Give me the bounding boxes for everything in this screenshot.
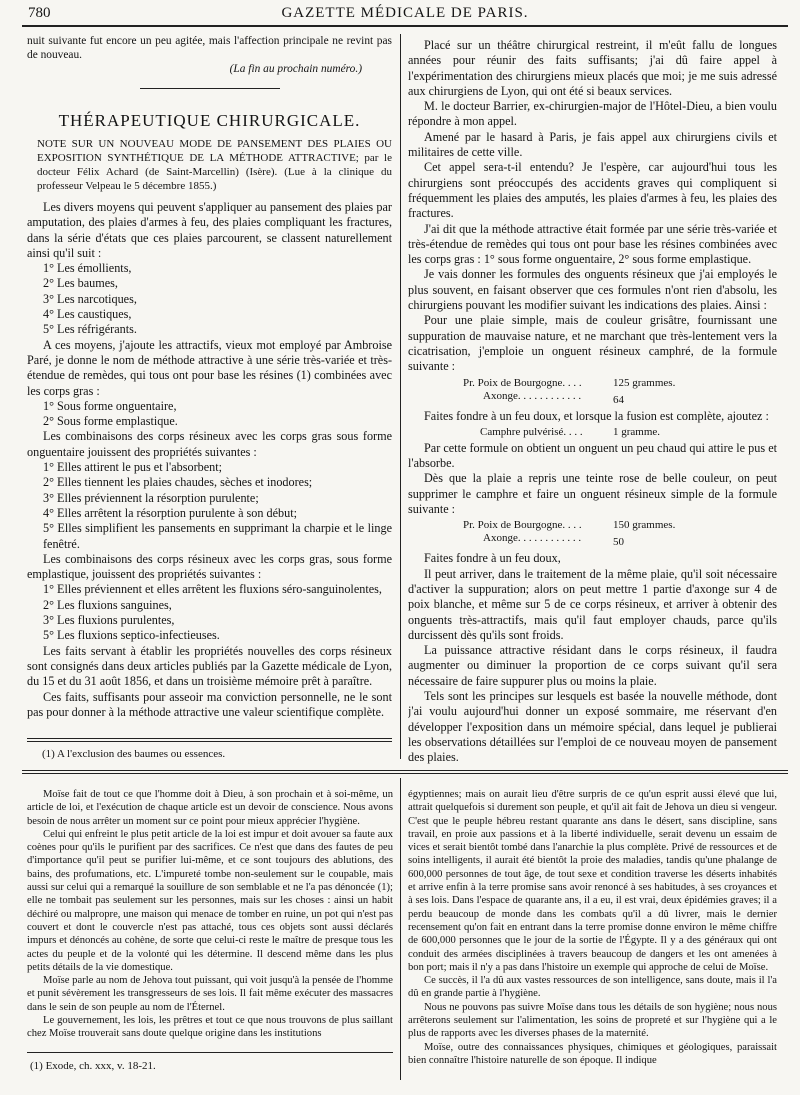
- formula-quantity: 150 grammes.: [613, 519, 676, 532]
- list-item: 1° Elles préviennent et elles arrêtent les fluxions séro-sanguinolentes,: [43, 582, 382, 597]
- formula-row: [463, 519, 777, 532]
- article-title: NOTE SUR UN NOUVEAU MODE DE PANSEMENT DES PLAIES OU EXPOSITION SYNTHÉTIQUE DE LA MÉTHODE ATTRACTIVE; par le docteur Félix Achard (de Saint-Marcellin) (Isère). (Lue à la clinique du professeur Velpeau le 5 décembre 1855.): [37, 138, 392, 192]
- formula-ingredient: Axonge. . . . . . . . . . . .: [483, 532, 582, 545]
- footnote-rule-left-bottom: [27, 1052, 393, 1053]
- list-item: 5° Les réfrigérants.: [43, 322, 137, 337]
- paragraph: Tels sont les principes sur lesquels est basée la nouvelle méthode, dont j'ai voulu aujourd'hui donner un exposé sommaire, me réservant d'en développer l'exposition dans un mémoire spécial, dans lequel je publierai les observations détaillées sur l'emploi de ce nouveau moyen de pansement des plaies.: [408, 688, 777, 765]
- paragraph: égyptiennes; mais on aurait lieu d'être surpris de ce qu'un esprit aussi élevé que lui, attrait quelquefois si durement son peuple, et qu'il ait fait de Jehova un dieu si vengeur. C'est que le peuple hébreu restant quarante ans dans le désert, sans discipline, sans travail, en proie aux passions et à la liberté individuelle, serait devenu un essaim de vices et serait bientôt tombé dans l'anarchie la plus complète. Privé de ressources et de soins intelligents, il aurait été bientôt la proie des maladies, tandis qu'une phalange de 600,000 personnes de tout âge, de tout sexe et condition traverse les déserts inhabités et arrive enfin à la terre promise sans avoir renoncé à ses habitudes, à ses croyances et à ses lois. Dans l'espace de quarante ans, il a eu, il est vrai, deux épidémies graves; il a perdu beaucoup de monde dans les combats qu'il a dû livrer, mais le dernier recensement qu'on fait en entrant dans la terre promise donne environ le même chiffre de 600,000 personnes que le jour de la sortie de l'Égypte. Il y a des généraux qui ont conduit des armées disciplinées à travers beaucoup de dangers et les ont amenées à bon port; mais il n'y a pas dans l'histoire un exemple qui approche de celui de Moïse.: [408, 789, 777, 973]
- header-rule: [22, 25, 788, 27]
- paragraph: Les faits servant à établir les propriétés nouvelles des corps résineux sont consignés dans deux articles publiés par la Gazette médicale de Lyon, du 15 et du 31 août 1856, et dans un troisième mémoire prêt à paraître.: [27, 643, 392, 689]
- formula-ingredient: Pr. Poix de Bourgogne. . . .: [463, 519, 582, 532]
- paragraph: Les divers moyens qui peuvent s'appliquer au pansement des plaies par amputation, des plaies d'armes à feu, des plaies compliquant les fractures, dans la série d'états que ces plaies parcourent, se classent naturellement ainsi qu'il suit :: [27, 200, 392, 260]
- journal-title: GAZETTE MÉDICALE DE PARIS.: [281, 5, 529, 21]
- formula-quantity: 64: [613, 393, 624, 406]
- list-item: 3° Les fluxions purulentes,: [43, 613, 175, 628]
- list-item: 5° Les fluxions septico-infectieuses.: [43, 628, 220, 643]
- paragraph: La puissance attractive résidant dans le corps résineux, il faudra augmenter ou diminuer la proportion de ce corps suivant qu'il sera nécessaire de faire suppurer plus ou moins la plaie.: [408, 643, 777, 688]
- formula: [408, 519, 777, 549]
- list-item: 2° Sous forme emplastique.: [43, 414, 178, 429]
- list-item: 4° Les caustiques,: [43, 307, 132, 322]
- paragraph: Nous ne pouvons pas suivre Moïse dans tous les détails de son hygiène; nous nous arrêterons seulement sur l'alimentation, les soins de propreté et sur l'hygiène qui a le plus de rapports avec les diverses phases de la maternité.: [408, 1001, 777, 1040]
- left-bottom-column: [27, 788, 393, 1050]
- paragraph: Dès que la plaie a repris une teinte rose de belle couleur, on peut supprimer le camphre et faire un onguent résineux simple de la formule suivante :: [408, 471, 777, 517]
- left-top-column: [27, 34, 392, 764]
- list-item: 1° Elles attirent le pus et l'absorbent;: [43, 460, 223, 475]
- end-note: (La fin au prochain numéro.): [229, 63, 362, 75]
- paragraph: Cet appel sera-t-il entendu? Je l'espère, car aujourd'hui tous les chirurgiens sont préoccupés des accidents graves qui compliquent si fréquemment les plaies des amputés, les plaies d'armes à feu, les plaies des fractures.: [408, 160, 777, 221]
- footnote-rule-left-top: [27, 738, 392, 742]
- right-top-column: [408, 38, 777, 768]
- paragraph: Les combinaisons des corps résineux avec les corps gras, sous forme emplastique, jouissent des propriétés suivantes :: [27, 551, 392, 582]
- paragraph: Moïse, outre des connaissances physiques, chimiques et géologiques, paraissait bien connaître l'histoire naturelle de son époque. Il indique: [408, 1041, 777, 1066]
- formula-ingredient: Axonge. . . . . . . . . . . .: [483, 389, 582, 402]
- formula-ingredient: Pr. Poix de Bourgogne. . . .: [463, 376, 582, 389]
- list-item: 2° Les fluxions sanguines,: [43, 597, 172, 612]
- section-separator: [22, 770, 788, 774]
- paragraph: Le gouvernement, les lois, les prêtres et tout ce que nous trouvons de plus saillant chez Moïse trouverait sans doute quelque origine dans les institutions: [27, 1015, 393, 1040]
- footnote-left-top: (1) A l'exclusion des baumes ou essences.: [42, 748, 226, 760]
- paragraph: Placé sur un théâtre chirurgical restreint, il m'eût fallu de longues années pour réunir des faits suffisants; j'ai dû faire appel à l'expérimentation des chirurgiens mieux placés que moi; je me suis adressé aux chirurgiens de Lyon, qui ont été si beaux services.: [408, 38, 777, 98]
- footnote-left-bottom: (1) Exode, ch. xxx, v. 18-21.: [30, 1060, 156, 1072]
- page-header: [22, 2, 788, 22]
- right-bottom-column: [408, 788, 777, 1088]
- column-divider-bottom: [400, 778, 401, 1080]
- formula-quantity: 125 grammes.: [613, 376, 676, 389]
- list-item: 3° Elles préviennent la résorption purulente;: [43, 490, 259, 505]
- formula-row: [463, 390, 777, 407]
- paragraph: Moïse fait de tout ce que l'homme doit à Dieu, à son prochain et à soi-même, un article de loi, et l'exécution de chaque article est un devoir de conscience. Nous avons besoin de nous arrêter un moment sur ce point pour mieux apprécier l'hygiène.: [27, 789, 393, 827]
- formula-row: [480, 426, 777, 439]
- paragraph: Celui qui enfreint le plus petit article de la loi est impur et doit avouer sa faute aux coènes pour qu'ils le purifient par des sacrifices. Ce n'est que dans des fautes de peu d'importance qu'il peut se purifier lui-même, et ce sont toujours des ablutions, des bains, des profumations, etc. L'impureté tombe non-seulement sur le coupable, mais aussi sur celui qui a remarqué la souillure de son semblable et ne l'a pas dénoncée (1); elle ne tombait pas seulement sur les personnes, mais sur les choses : ainsi un habit déchiré ou malpropre, une maison qui menace de tomber en ruine, un pot qui n'est pas couvert et dont le couvercle n'est pas attaché, tous ces objets sont aussi déclarés impurs et dénoncés au cohène, de sorte que celui-ci reste le maître de presque tous les actes du peuple et de la volonté qui les détermine. Il descend même dans les plus petits détails de la vie domestique.: [27, 828, 393, 973]
- formula-quantity: 50: [613, 536, 624, 549]
- paragraph: J'ai dit que la méthode attractive était formée par une série très-variée et très-étendue de remèdes qui tous ont pour base les résines combinées avec les corps gras : 1° sous forme onguentaire, 2° sous forme emplastique.: [408, 221, 777, 267]
- list-item: 2° Les baumes,: [43, 276, 118, 291]
- formula: [408, 377, 777, 407]
- paragraph: Ces faits, suffisants pour asseoir ma conviction personnelle, ne le sont pas pour donner à la méthode attractive une valeur scientifique complète.: [27, 689, 392, 719]
- paragraph: Il peut arriver, dans le traitement de la même plaie, qu'il soit nécessaire d'activer la suppuration; alors on peut mettre 1 partie d'axonge sur 4 de poix blanche, et même sur 5 de ce corps résineux, et arriver à obtenir des onguents très-attractifs, mais qu'il faut employer chauds, parce qu'ils durcissent dès qu'ils sont froids.: [408, 566, 777, 642]
- paragraph: Par cette formule on obtient un onguent un peu chaud qui attire le pus et l'absorbe.: [408, 440, 777, 471]
- list-item: 1° Sous forme onguentaire,: [43, 398, 177, 413]
- list-item: 3° Les narcotiques,: [43, 291, 137, 306]
- list-item: 2° Elles tiennent les plaies chaudes, sèches et inodores;: [43, 475, 313, 490]
- paragraph: M. le docteur Barrier, ex-chirurgien-major de l'Hôtel-Dieu, a bien voulu répondre à mon appel.: [408, 99, 777, 129]
- paragraph: Faites fondre à un feu doux,: [424, 551, 561, 566]
- paragraph: A ces moyens, j'ajoute les attractifs, vieux mot employé par Ambroise Paré, je donne le nom de méthode attractive à une série très-variée et très-étendue de remèdes, qui tous ont pour base les résines (1) combinées avec les corps gras :: [27, 337, 392, 398]
- list-item: 4° Elles arrêtent la résorption purulente à son début;: [43, 505, 297, 520]
- section-rule: [140, 88, 280, 89]
- paragraph: Je vais donner les formules des onguents résineux que j'ai employés le plus souvent, en faisant observer que ces formules n'ont rien d'absolu, les chirurgiens pouvant les modifier suivant les indications des plaies. Ainsi :: [408, 267, 777, 313]
- page-number: 780: [28, 5, 51, 21]
- section-title: THÉRAPEUTIQUE CHIRURGICALE.: [58, 111, 361, 130]
- formula: [408, 426, 777, 439]
- carry-over-text: nuit suivante fut encore un peu agitée, mais l'affection principale ne revint pas de nouveau.: [27, 35, 392, 61]
- paragraph: Moïse parle au nom de Jehova tout puissant, qui voit jusqu'à la pensée de l'homme et punit sévèrement les transgresseurs de ses lois. Il fait même exécuter des massacres dans le sein de son peuple au nom de l'Éternel.: [27, 975, 393, 1013]
- paragraph: Faites fondre à un feu doux, et lorsque la fusion est complète, ajoutez :: [424, 408, 769, 423]
- formula-quantity: 1 gramme.: [613, 425, 661, 438]
- column-divider-top: [400, 34, 401, 759]
- paragraph: Amené par le hasard à Paris, je fais appel aux chirurgiens civils et militaires de cette ville.: [408, 129, 777, 160]
- paragraph: Pour une plaie simple, mais de couleur grisâtre, fournissant une suppuration de mauvaise nature, et ne marchant que très-lentement vers la cicatrisation, j'emploie un onguent résineux camphré, de la formule suivante :: [408, 313, 777, 374]
- formula-ingredient: Camphre pulvérisé. . . .: [480, 425, 583, 438]
- list-item: 1° Les émollients,: [43, 261, 132, 276]
- list-item: 5° Elles simplifient les pansements en supprimant la charpie et le linge fenêtré.: [43, 521, 392, 551]
- paragraph: Ce succès, il l'a dû aux vastes ressources de son intelligence, sans doute, mais il l'a dû en grande partie à l'hygiène.: [408, 975, 777, 1000]
- paragraph: Les combinaisons des corps résineux avec les corps gras sous forme onguentaire jouissent des propriétés suivantes :: [27, 429, 392, 459]
- formula-row: [463, 377, 777, 390]
- formula-row: [463, 532, 777, 549]
